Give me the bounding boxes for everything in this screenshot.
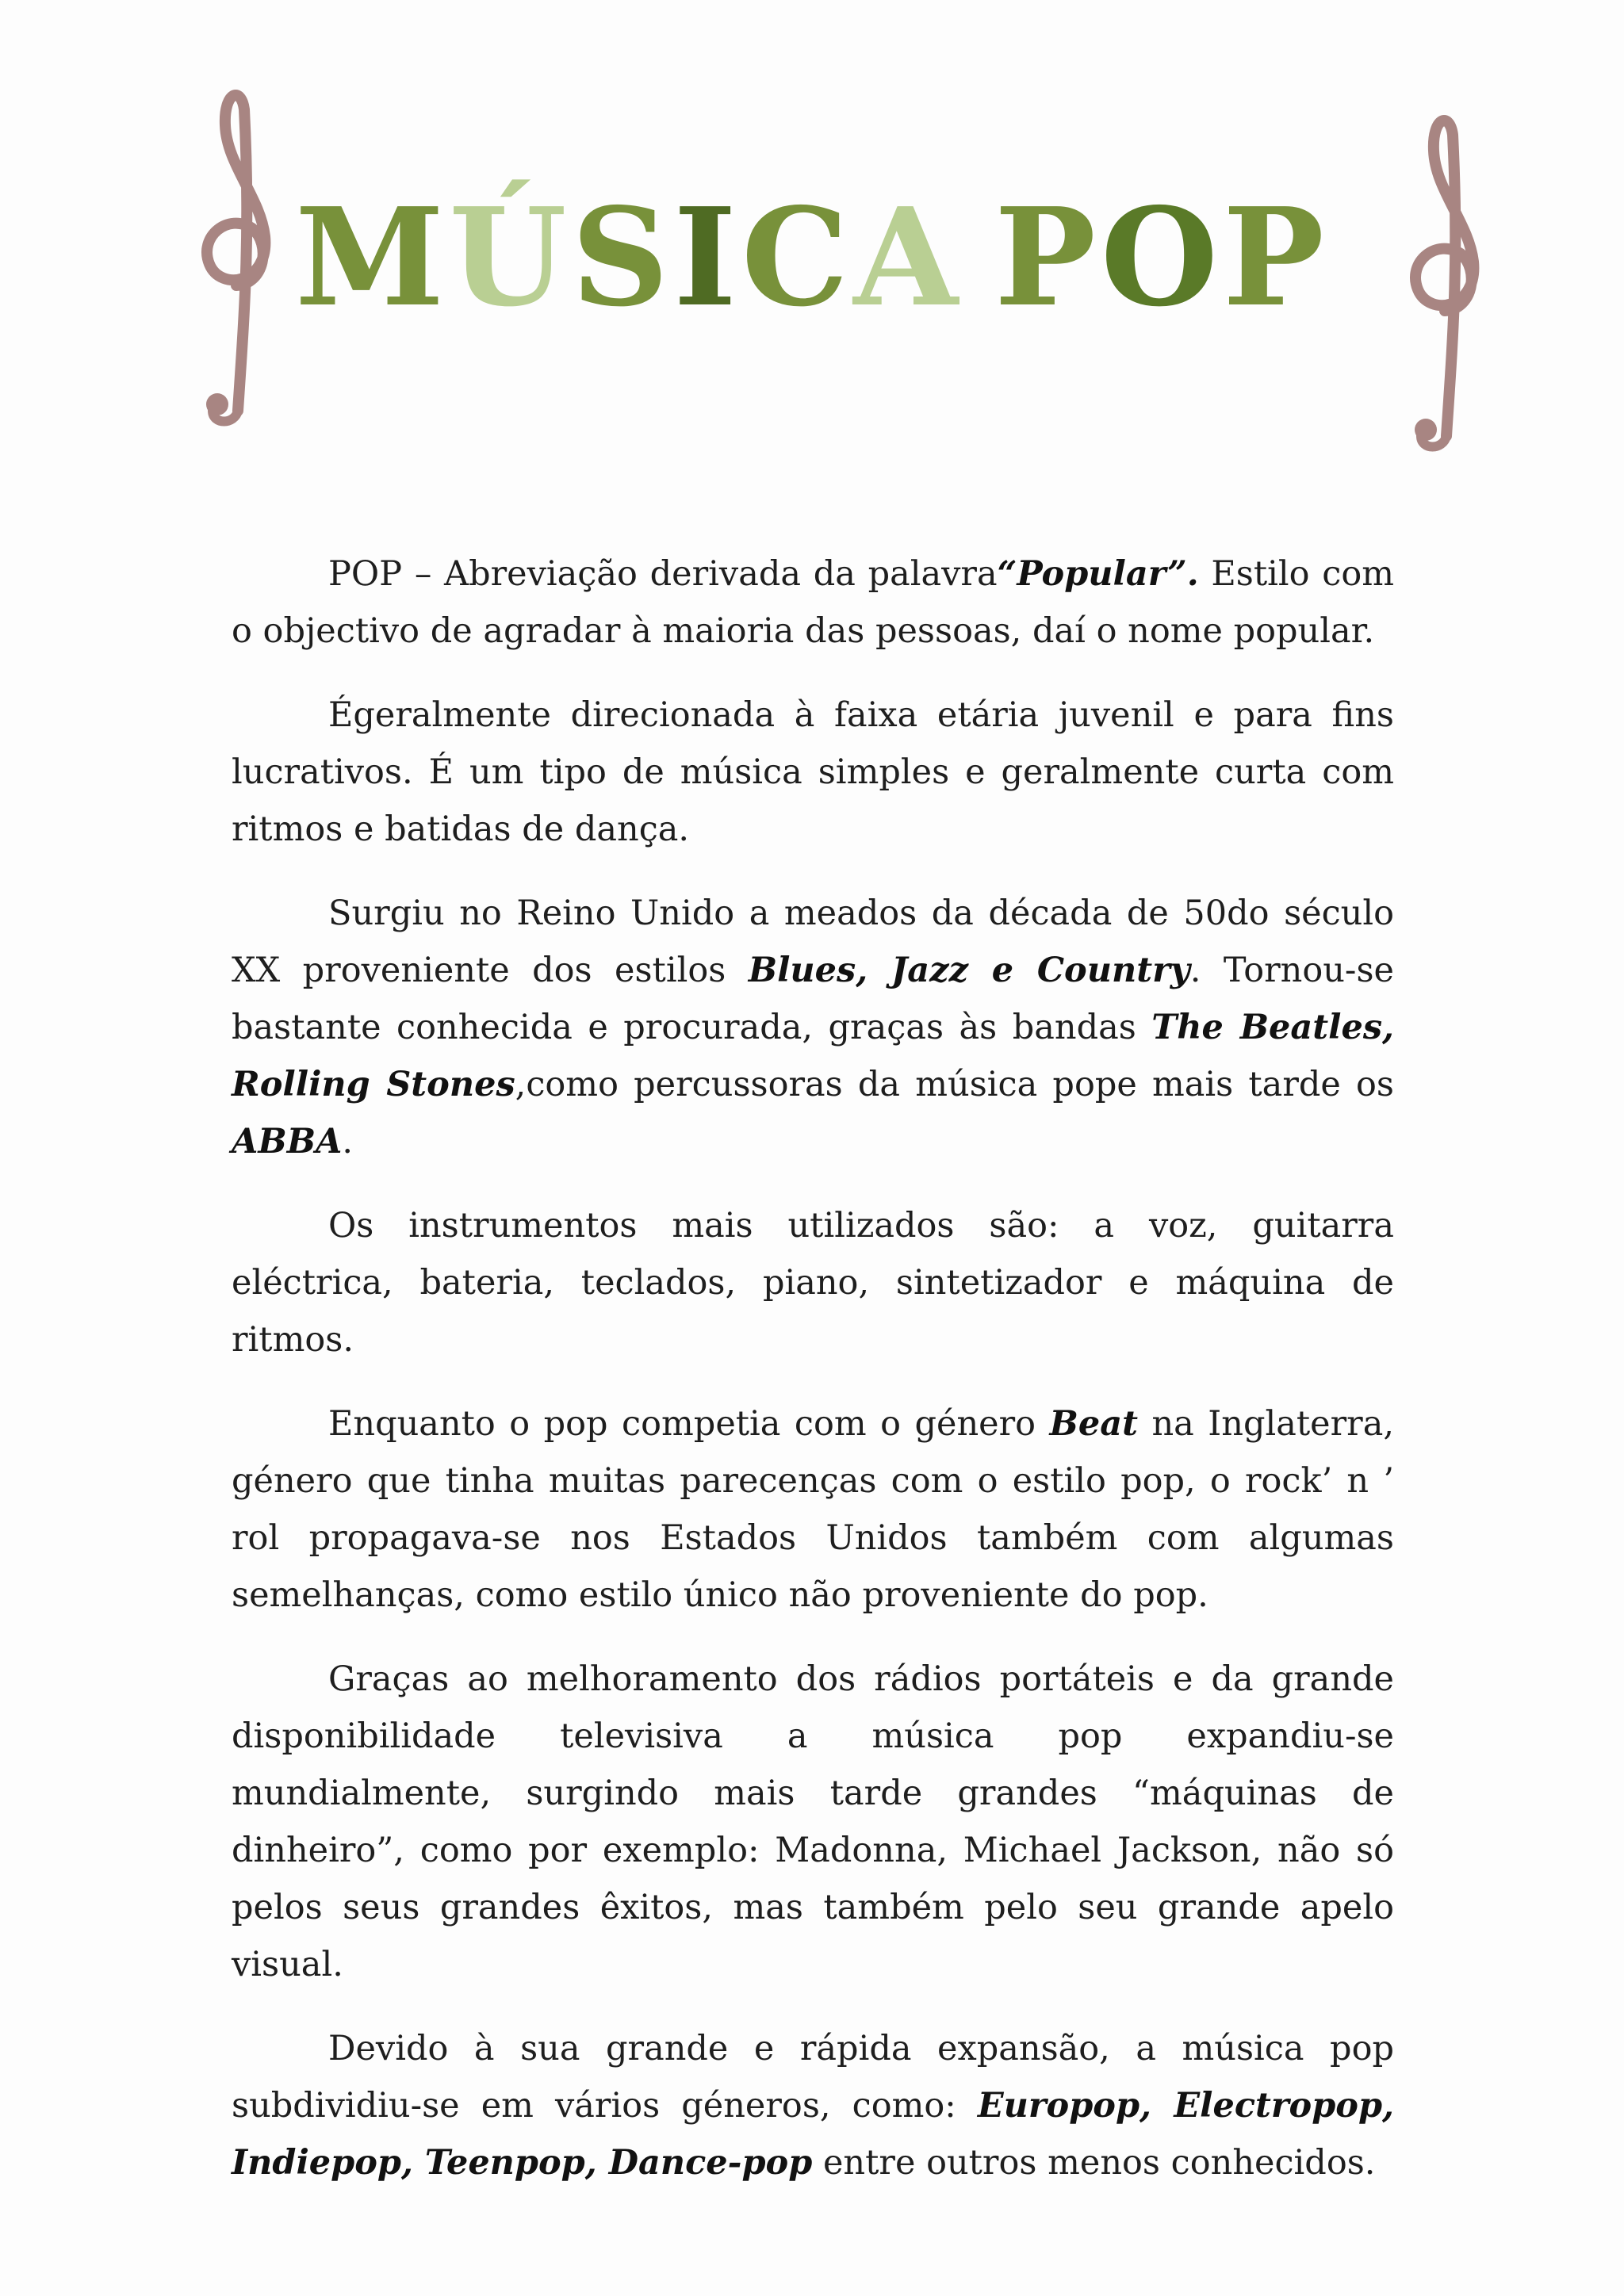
title-letter: M (295, 178, 450, 337)
text-run: Égeralmente direcionada à faixa etária juvenil e para fins lucrativos. É um tipo de música simples e geralmente curta com ritmos e batidas de dança. (232, 695, 1394, 849)
title-letter: P (1223, 178, 1329, 337)
text-run: Graças ao melhoramento dos rádios portáteis e da grande disponibilidade televisiva a música pop expandiu-se mundialmente, surgindo mais tarde grandes “máquinas de dinheiro”, como por exemplo: Madonna, Michael Jackson, não só pelos seus grandes êxitos, mas também pelo seu grande apelo visual. (232, 1659, 1394, 1984)
emphasized-term: The Beatles, Rolling Stones (232, 1008, 1395, 1104)
title-letter: I (673, 178, 741, 337)
text-run: na Inglaterra, género que tinha muitas parecenças com o estilo pop, o rock’ n ’ rol propagava-se nos Estados Unidos também com algumas semelhanças, como estilo único não proveniente do pop. (232, 1404, 1395, 1615)
title-letter: Ú (449, 178, 572, 337)
text-run: Estilo com o objectivo de agradar à maioria das pessoas, daí o nome popular. (232, 554, 1394, 651)
paragraph (232, 2020, 1394, 2191)
text-run: . (342, 1122, 354, 1161)
text-run: Enquanto o pop competia com o género (328, 1404, 1050, 1444)
title-letter: O (1100, 178, 1224, 337)
text-run: Devido à sua grande e rápida expansão, a música pop subdividiu-se em vários géneros, como: (232, 2029, 1394, 2126)
emphasized-term: Europop, Electropop, Indiepop, Teenpop, Dance-pop (232, 2086, 1394, 2183)
text-run: . Tornou-se bastante conhecida e procurada, graças às bandas (232, 951, 1394, 1047)
text-run: ,como percussoras da música pope mais tarde os (515, 1065, 1394, 1104)
text-run: entre outros menos conhecidos. (812, 2143, 1376, 2183)
title-letter: C (741, 178, 854, 337)
paragraph (232, 1395, 1394, 1624)
emphasized-term: Blues, Jazz e Country (748, 951, 1190, 990)
paragraph (232, 687, 1394, 858)
title-letter: S (571, 178, 674, 337)
title-letter: A (853, 178, 963, 337)
text-run: Os instrumentos mais utilizados são: a voz, guitarra eléctrica, bateria, teclados, piano, sintetizador e máquina de ritmos. (232, 1206, 1394, 1360)
emphasized-term: ABBA (232, 1122, 343, 1161)
emphasized-term: Beat (1049, 1404, 1138, 1444)
text-run: Surgiu no Reino Unido a meados da década de 50do século XX proveniente dos estilos (232, 894, 1394, 990)
article-body (232, 545, 1394, 2218)
paragraph (232, 545, 1394, 660)
paragraph (232, 1651, 1394, 1993)
paragraph (232, 1197, 1394, 1368)
page-title (0, 178, 1624, 337)
emphasized-term: “Popular”. (997, 554, 1199, 594)
title-letter: P (994, 178, 1101, 337)
paragraph (232, 885, 1394, 1170)
text-run: POP – Abreviação derivada da palavra (328, 554, 998, 594)
